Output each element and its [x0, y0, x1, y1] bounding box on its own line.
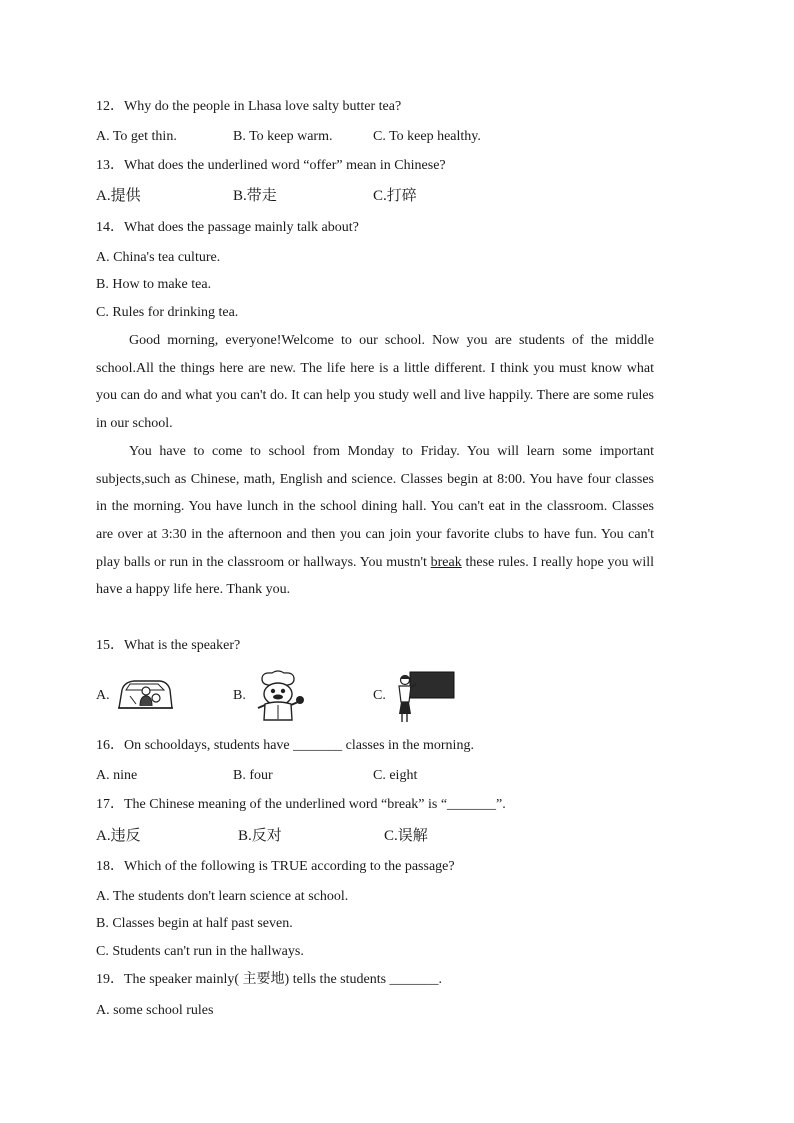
passage-paragraph-2-end: these rules. I really hope you will have a happy life here. Thank you.: [96, 554, 654, 598]
passage-paragraph-2-text: You have to come to school from Monday to Friday. You will learn some important subjects,such as Chinese, math, English and science. Classes begin at 8:00. You have four classes in the morning. You have lunch in the school dining hall. You can't eat in the classroom. Classes are over at 3:30 in the afternoon and then you can join your favorite clubs to have fun. You can't play balls or run in the classroom or hallways. You mustn't: [96, 443, 654, 570]
q15-option-a: A.: [96, 688, 110, 703]
question-13-options: [96, 186, 596, 206]
reading-passage: [96, 327, 654, 604]
q15-option-b: B.: [233, 688, 246, 703]
question-16-stem: 16．On schooldays, students have _______ classes in the morning.: [96, 738, 474, 753]
q14-option-a: A. China's tea culture.: [96, 250, 221, 265]
question-15-stem: 15．What is the speaker?: [96, 638, 241, 653]
q14-option-b: B. How to make tea.: [96, 277, 212, 292]
q15-option-c: C.: [373, 688, 386, 703]
q16-option-b: B. four: [233, 768, 273, 783]
passage-paragraph-2: [96, 438, 654, 604]
q14-option-c: C. Rules for drinking tea.: [96, 305, 239, 320]
q16-option-a: A. nine: [96, 768, 138, 783]
q17-option-a: A.违反: [96, 828, 141, 844]
q13-option-b: B.带走: [233, 188, 277, 204]
driver-in-car-picture: [116, 676, 174, 712]
q16-option-c: C. eight: [373, 768, 418, 783]
q18-option-c: C. Students can't run in the hallways.: [96, 944, 304, 959]
q13-option-a: A.提供: [96, 188, 141, 204]
question-12-stem: 12．Why do the people in Lhasa love salty butter tea?: [96, 99, 402, 114]
question-14-stem: 14．What does the passage mainly talk about?: [96, 220, 359, 235]
q12-option-b: B. To keep warm.: [233, 129, 333, 144]
q12-option-a: A. To get thin.: [96, 129, 177, 144]
question-16-options: [96, 766, 556, 786]
q13-option-c: C.打碎: [373, 188, 417, 204]
q18-option-b: B. Classes begin at half past seven.: [96, 916, 293, 931]
question-18-stem: 18．Which of the following is TRUE according to the passage?: [96, 859, 455, 874]
question-19-stem: 19．The speaker mainly( 主要地) tells the students _______.: [96, 972, 443, 987]
passage-paragraph-1: Good morning, everyone!Welcome to our school. Now you are students of the middle school.All the things here are new. The life here is a little different. I think you must know what you can do and what you can't do. It can help you study well and live happily. There are some rules in our school.: [96, 333, 654, 432]
q18-option-a: A. The students don't learn science at school.: [96, 889, 349, 904]
question-17-options: [96, 826, 556, 846]
question-17-stem: 17．The Chinese meaning of the underlined word “break” is “_______”.: [96, 797, 506, 812]
teacher-at-blackboard-picture: [394, 670, 456, 724]
q17-option-b: B.反对: [238, 828, 282, 844]
q17-option-c: C.误解: [384, 828, 428, 844]
question-12-options: [96, 127, 596, 147]
question-13-stem: 13．What does the underlined word “offer” mean in Chinese?: [96, 158, 446, 173]
q19-option-a: A. some school rules: [96, 1003, 214, 1018]
underlined-word-break: break: [430, 554, 462, 570]
q12-option-c: C. To keep healthy.: [373, 129, 481, 144]
cook-picture: [250, 670, 310, 722]
